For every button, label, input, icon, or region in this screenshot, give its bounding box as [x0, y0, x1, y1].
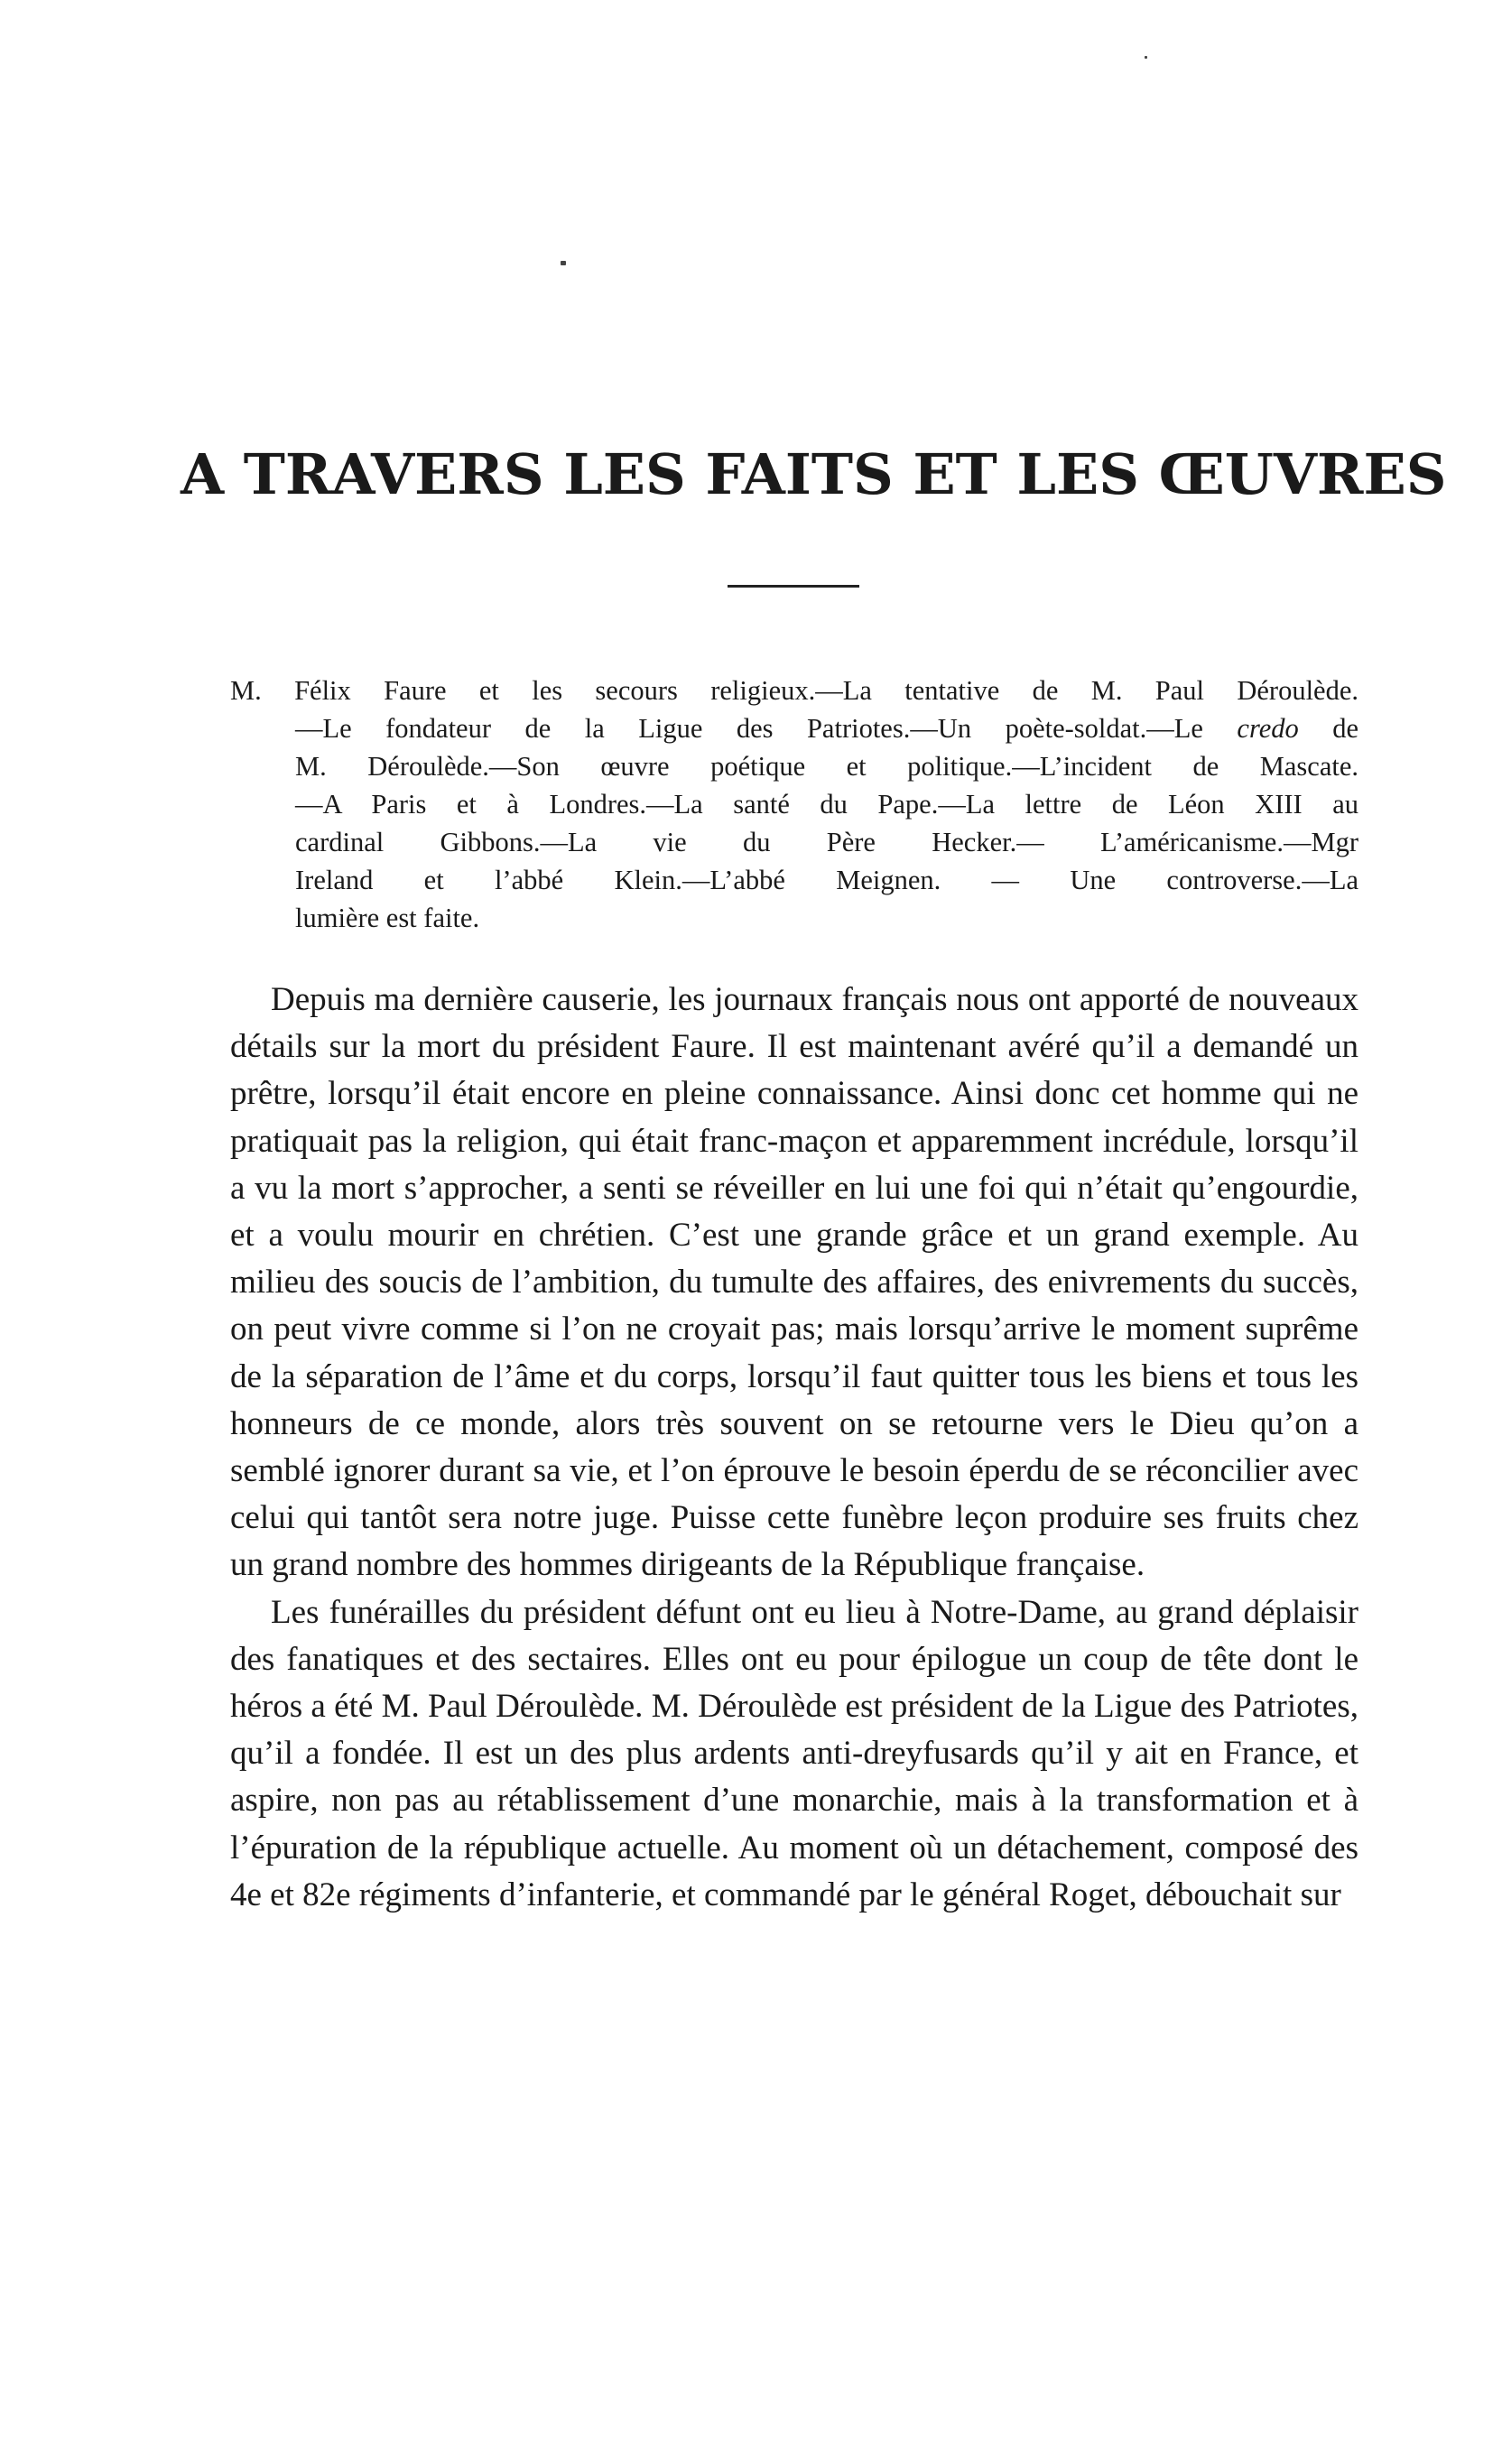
- paragraph: Les funérailles du président défunt ont eu lieu à Notre-Dame, au grand déplaisir des fanatiques et des sectaires. Elles ont eu pour épilogue un coup de tête dont le héros a été M. Paul Déroulède. M. Déroulède est président de la Ligue des Patriotes, qu’il a fondée. Il est un des plus ardents anti-dreyfusards qu’il y ait en France, et aspire, non pas au rétablissement d’une monarchie, mais à la transformation et à l’épuration de la république actuelle. Au moment où un détachement, composé des 4e et 82e régiments d’infanterie, et commandé par le général Roget, débouchait sur: [230, 1593, 1358, 1913]
- summary-line: cardinal Gibbons.—La vie du Père Hecker.— L’américanisme.—Mgr: [295, 827, 1358, 857]
- summary-line: M. Félix Faure et les secours religieux.—La tentative de M. Paul Déroulède.: [230, 675, 1358, 706]
- scan-speck: [1145, 56, 1147, 59]
- summary-line: M. Déroulède.—Son œuvre poétique et politique.—L’incident de Mascate.: [295, 751, 1358, 782]
- article-body: [230, 977, 1358, 1919]
- summary-line: lumière est faite.: [295, 903, 480, 933]
- summary-line: —A Paris et à Londres.—La santé du Pape.—La lettre de Léon XIII au: [295, 789, 1358, 820]
- summary-line: —Le fondateur de la Ligue des Patriotes.—Un poète-soldat.—Le credo de: [295, 713, 1358, 744]
- title-divider: [728, 585, 859, 588]
- chapter-summary: [230, 672, 1358, 937]
- summary-line: Ireland et l’abbé Klein.—L’abbé Meignen. — Une controverse.—La: [295, 865, 1358, 895]
- scan-speck: [561, 261, 566, 265]
- paragraph: Depuis ma dernière causerie, les journaux français nous ont apporté de nouveaux détails sur la mort du président Faure. Il est maintenant avéré qu’il a demandé un prêtre, lorsqu’il était encore en pleine connaissance. Ainsi donc cet homme qui ne pratiquait pas la religion, qui était franc-maçon et apparemment incrédule, lorsqu’il a vu la mort s’approcher, a senti se réveiller en lui une foi qui n’était qu’engourdie, et a voulu mourir en chrétien. C’est une grande grâce et un grand exemple. Au milieu des soucis de l’ambition, du tumulte des affaires, des enivrements du succès, on peut vivre comme si l’on ne croyait pas; mais lorsqu’arrive le moment suprême de la séparation de l’âme et du corps, lorsqu’il faut quitter tous les biens et tous les honneurs de ce monde, alors très souvent on se retourne vers le Dieu qu’on a semblé ignorer durant sa vie, et l’on éprouve le besoin éperdu de se réconcilier avec celui qui tantôt sera notre juge. Puisse cette funèbre leçon produire ses fruits chez un grand nombre des hommes dirigeants de la République française.: [230, 981, 1358, 1584]
- page-title: A TRAVERS LES FAITS ET LES ŒUVRES: [181, 441, 1447, 507]
